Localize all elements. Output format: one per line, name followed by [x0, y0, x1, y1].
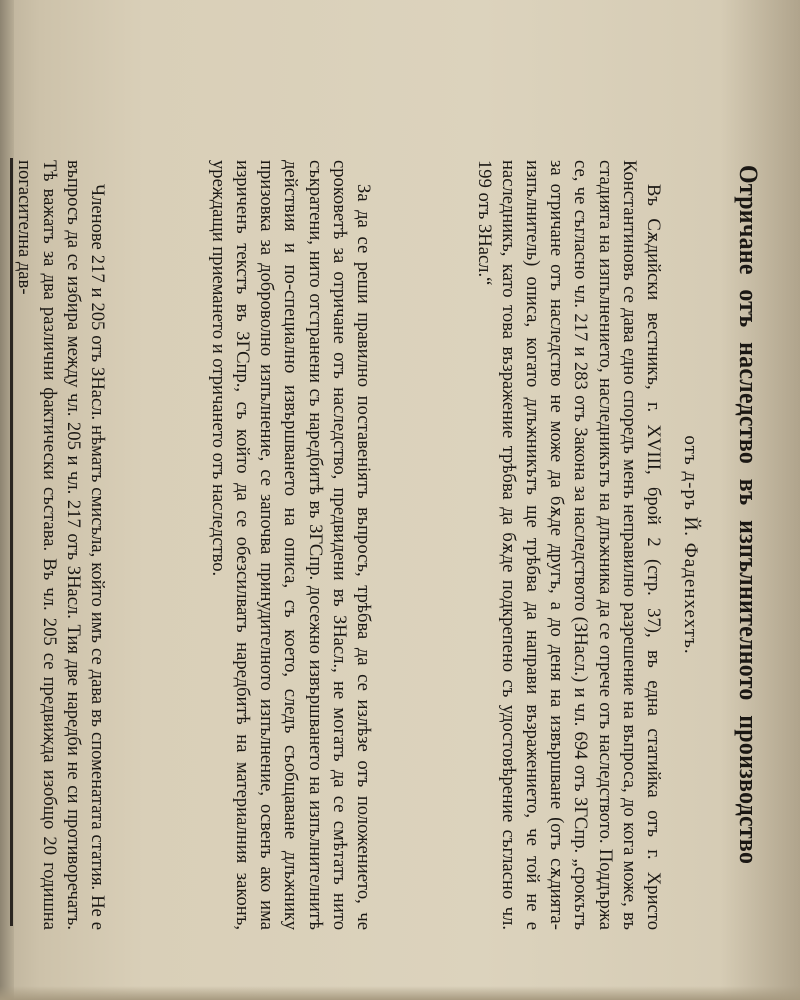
- article-paragraph-3: Членове 217 и 205 отъ ЗНасл. нѣматъ смисъла, който имъ се дава въ споменатата статия. Не е въпросъ да се избира между чл. 205 и чл. 217 отъ ЗНасл. Тия две наредби не си противоречатъ. Тѣ важатъ за два различни фактически състава. Въ чл. 205 се предвижда изобщо 20 годишна погасителна дав-: [14, 160, 108, 930]
- page-bottom-shadow: [0, 986, 800, 1000]
- article-author: отъ д-ръ Й. Фаденхехтъ.: [680, 435, 701, 655]
- article-title: Отричане отъ наследство въ изпълнителното производство: [734, 165, 763, 865]
- article-paragraph-2: За да се реши правилно поставеніятъ въпросъ, трѣбва да се излѣзе отъ положението, че сроковетѣ за отричане отъ наследство, предвидени въ ЗНасл., не могатъ да се смѣтатъ нито съкратени, нито отстранени съ наредбитѣ въ ЗГСпр. досежно извършването на изпълнителнитѣ действия и по-специално извършването на описа, съ което, следъ съобщаване длъжнику призовка за доброволно изпълнение, се започва принудителното изпълнение, освенъ ако има изриченъ текстъ въ ЗГСпр., съ който да се обезсилватъ наредбитѣ на материалния законъ, уреждащи приемането и отричането отъ наследство.: [207, 160, 374, 930]
- article-paragraph-1: Въ Сѫдийски вестникъ, г. XVIII, брой 2 (стр. 37), въ една статийка отъ г. Христо Константиновъ се дава едно споредъ менъ неправилно разрешение на въпроса, до кога може, въ стадията на изпълнението, наследникътъ на длъжника да се отрече отъ наследството. Поддържа се, че съгласно чл. 217 и 283 отъ Закона за наследството (ЗНасл.) и чл. 694 отъ ЗГСпр. „срокътъ за отричане отъ наследство не може да бѫде другъ, а до деня на извършване (отъ сѫдията-изпълнитель) описа, когато длъжникътъ ще трѣбва да направи възражението, че той не е наследникъ, като това възражение трѣбва да бѫде подкрепено съ удостовѣрение съгласно чл. 199 отъ ЗНасл.“: [473, 160, 664, 930]
